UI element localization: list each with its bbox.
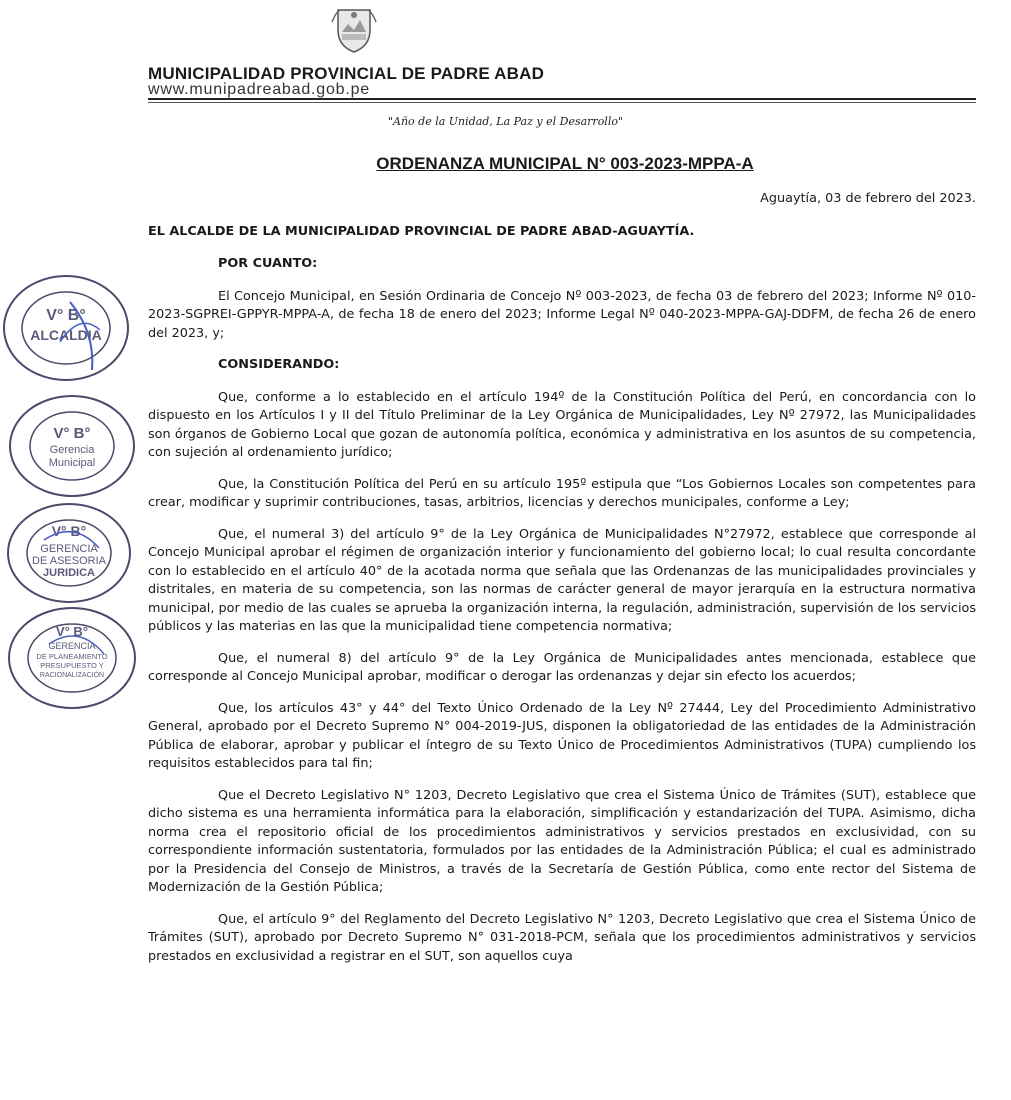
considerando-paragraph: Que, conforme a lo establecido en el artículo 194º de la Constitución Política del Perú, en concordancia con lo dispuesto en los Artículos I y II del Título Preliminar de la Ley Orgánica de Municipalidades, Ley Nº 27972, las Municipalidades son órganos de Gobierno Local que gozan de autonomía política, económica y administrativa en los asuntos de su competencia, con sujeción al ordenamiento jurídico;: [148, 389, 976, 460]
header-divider-thin: [148, 102, 976, 103]
document-body: [148, 190, 976, 979]
svg-text:GERENCIA: GERENCIA: [48, 641, 96, 651]
svg-text:Gerencia: Gerencia: [49, 444, 95, 456]
svg-text:RACIONALIZACIÓN: RACIONALIZACIÓN: [39, 672, 105, 679]
considerando-paragraph: Que, el numeral 3) del artículo 9° de la Ley Orgánica de Municipalidades N°27972, establece que corresponde al Concejo Municipal aprobar el régimen de organización interior y funcionamiento del gobierno local; lo cual resulta concordante con lo establecido en el artículo 40° de la acotada norma que señala que las Ordenanzas de las municipalidades provinciales y distritales, en materia de su competencia, son las normas de carácter general de mayor jerarquía en la estructura normativa municipal, por medio de las cuales se aprueba la organización interna, la regulación, administración, supervisión de los servicios públicos y las materias en las que la municipalidad tiene competencia normativa;: [148, 526, 976, 634]
header-divider: [148, 98, 976, 100]
por-cuanto-paragraph: El Concejo Municipal, en Sesión Ordinaria de Concejo Nº 003-2023, de fecha 03 de febrero del 2023; Informe Nº 010-2023-SGPREI-GPPYR-MPPA-A, de fecha 18 de enero del 2023; Informe Legal Nº 040-2023-MPPA-GAJ-DDFM, de fecha 26 de enero del 2023, y;: [148, 288, 976, 341]
document-date: Aguaytía, 03 de febrero del 2023.: [760, 191, 976, 206]
municipal-coat-of-arms-icon: [328, 2, 380, 54]
approval-stamp-alcaldia: [0, 272, 132, 384]
organization-name: MUNICIPALIDAD PROVINCIAL DE PADRE ABAD: [148, 64, 545, 83]
svg-text:GERENCIA: GERENCIA: [40, 543, 98, 555]
year-motto: "Año de la Unidad, La Paz y el Desarrollo": [387, 115, 624, 128]
svg-text:V° B°: V° B°: [51, 523, 87, 539]
website-link[interactable]: www.munipadreabad.gob.pe: [148, 81, 371, 98]
svg-text:DE ASESORIA: DE ASESORIA: [32, 555, 106, 567]
approval-stamp-asesoria-juridica: [4, 500, 134, 606]
svg-text:V° B°: V° B°: [55, 624, 89, 639]
issuer-statement: EL ALCALDE DE LA MUNICIPALIDAD PROVINCIAL DE PADRE ABAD-AGUAYTÍA.: [148, 223, 695, 239]
por-cuanto-heading: POR CUANTO:: [218, 256, 318, 271]
considerando-paragraph: Que, los artículos 43° y 44° del Texto Único Ordenado de la Ley Nº 27444, Ley del Procedimiento Administrativo General, aprobado por el Decreto Supremo N° 004-2019-JUS, disponen la obligatoriedad de las entidades de la Administración Pública de elaborar, aprobar y publicar el íntegro de su Texto Único de Procedimientos Administrativos (TUPA) cumpliendo los requisitos establecidos para tal fin;: [148, 700, 976, 771]
considerando-paragraph: Que, el artículo 9° del Reglamento del Decreto Legislativo N° 1203, Decreto Legislativo que crea el Sistema Único de Trámites (SUT), aprobado por Decreto Supremo N° 031-2018-PCM, señala que los procedimientos administrativos y servicios prestados en exclusividad a registrar en el SUT, son aquellos cuya: [148, 911, 976, 964]
considerando-paragraph: Que, el numeral 8) del artículo 9° de la Ley Orgánica de Municipalidades antes mencionada, establece que corresponde al Concejo Municipal aprobar, modificar o derogar las ordenanzas y dejar sin efecto los acuerdos;: [148, 650, 976, 684]
svg-text:JURIDICA: JURIDICA: [43, 567, 95, 579]
svg-text:V° B°: V° B°: [53, 425, 91, 442]
considerando-paragraph: Que el Decreto Legislativo N° 1203, Decreto Legislativo que crea el Sistema Único de Trámites (SUT), establece que dicho sistema es una herramienta informática para la elaboración, simplificación y estandarización del TUPA. Asimismo, dicha norma crea el repositorio oficial de los procedimientos administrativos y servicios prestados en exclusividad, con su correspondiente información sustentatoria, formulados por las entidades de la Administración Pública; el cual es administrado por la Presidencia del Consejo de Ministros, a través de la Secretaría de Gestión Pública, como ente rector del Sistema de Modernización de la Gestión Pública;: [148, 787, 976, 895]
document-title: ORDENANZA MUNICIPAL N° 003-2023-MPPA-A: [376, 154, 754, 173]
svg-text:PRESUPUESTO Y: PRESUPUESTO Y: [40, 661, 104, 670]
svg-text:Municipal: Municipal: [48, 457, 96, 469]
svg-text:DE PLANEAMIENTO: DE PLANEAMIENTO: [36, 652, 108, 661]
approval-stamp-gerencia-municipal: [6, 392, 138, 500]
considerando-heading: CONSIDERANDO:: [218, 357, 340, 372]
svg-text:ALCALDIA: ALCALDIA: [30, 327, 102, 343]
considerando-paragraph: Que, la Constitución Política del Perú en su artículo 195º estipula que “Los Gobiernos Locales son competentes para crear, modificar y suprimir contribuciones, tasas, arbitrios, licencias y derechos municipales, conforme a Ley;: [148, 476, 976, 510]
svg-text:V° B°: V° B°: [46, 307, 86, 324]
approval-stamp-planeamiento: [4, 604, 140, 712]
